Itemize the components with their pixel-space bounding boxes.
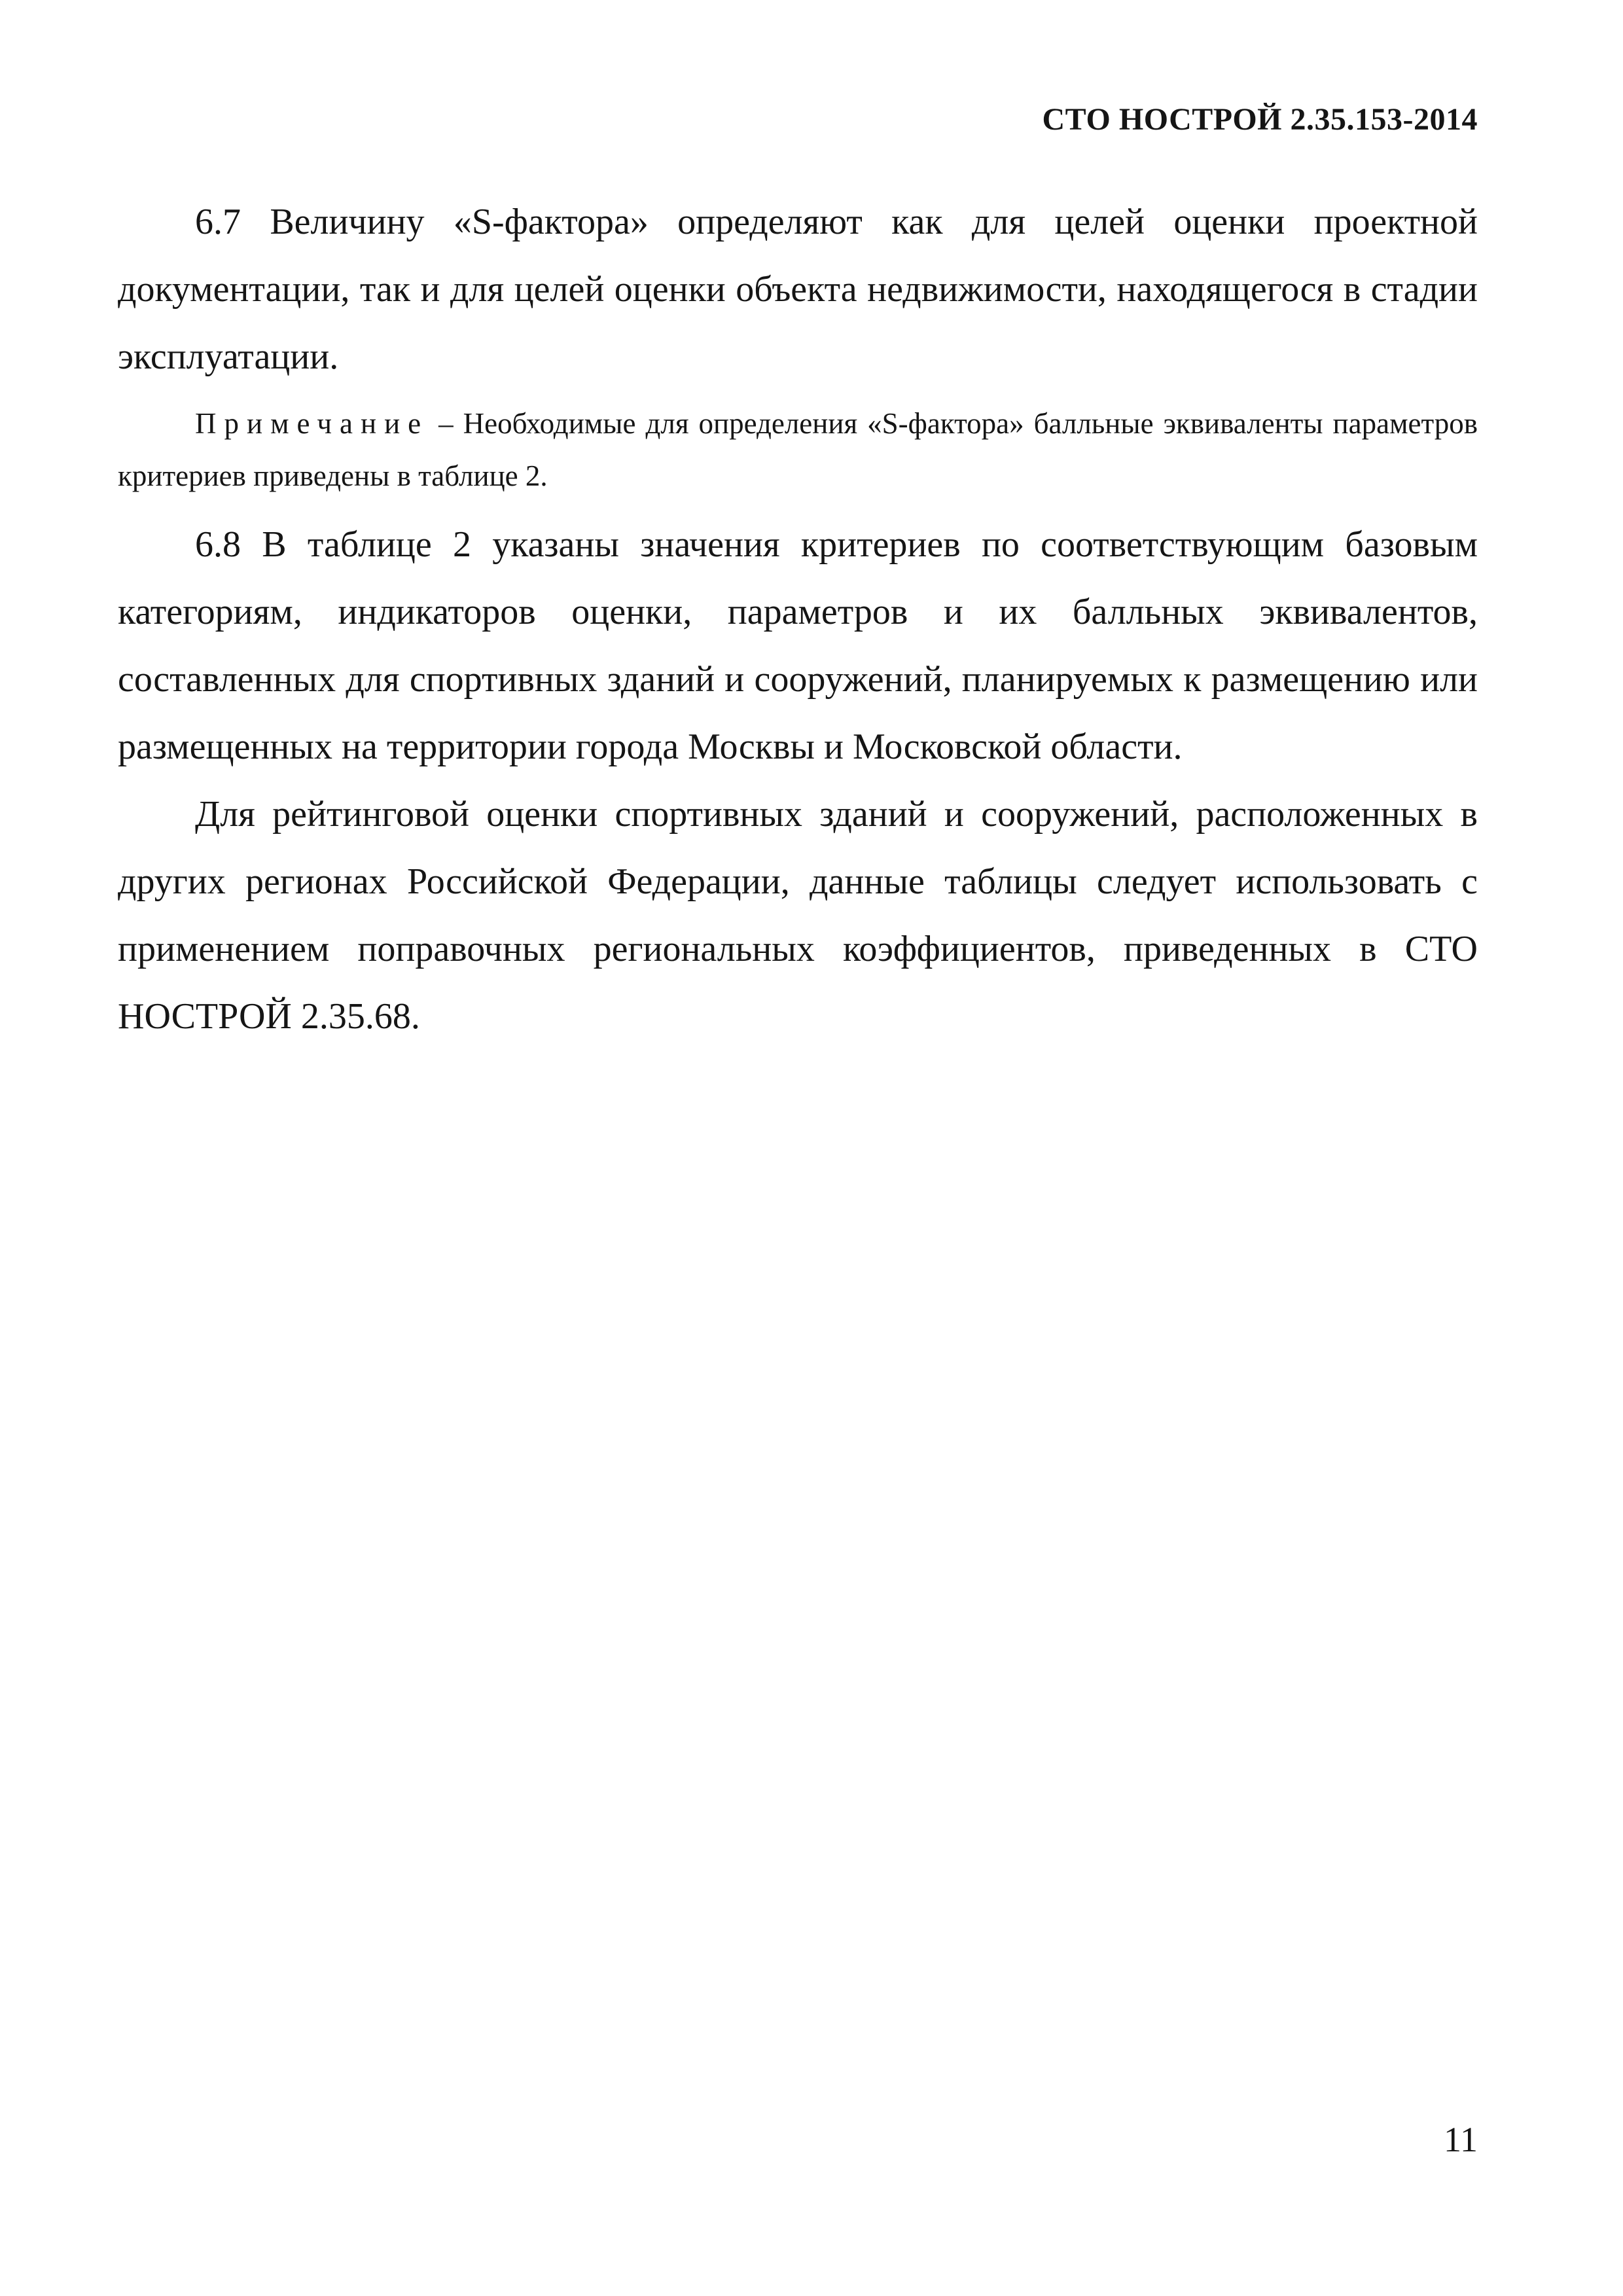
note-text: – Необходимые для определения «S-фактора» балльные эквиваленты параметров критериев приведены в таблице 2. bbox=[118, 407, 1478, 492]
document-body bbox=[118, 188, 1478, 1050]
note-label: Примечание bbox=[195, 407, 429, 440]
document-header-code: СТО НОСТРОЙ 2.35.153-2014 bbox=[1042, 102, 1478, 137]
note-paragraph bbox=[118, 397, 1478, 502]
paragraph-6-7: 6.7 Величину «S-фактора» определяют как для целей оценки проектной документации, так и для целей оценки объекта недвижимости, находящегося в стадии эксплуатации. bbox=[118, 202, 1478, 377]
page-number: 11 bbox=[1444, 2120, 1478, 2159]
paragraph-6-8: 6.8 В таблице 2 указаны значения критериев по соответствующим базовым категориям, индикаторов оценки, параметров и их балльных эквивалентов, составленных для спортивных зданий и сооружений, планируемых к размещению или размещенных на территории города Москвы и Московской области. bbox=[118, 524, 1478, 767]
paragraph-regions: Для рейтинговой оценки спортивных зданий и сооружений, расположенных в других регионах Российской Федерации, данные таблицы следует использовать с применением поправочных региональных коэффициентов, приведенных в СТО НОСТРОЙ 2.35.68. bbox=[118, 794, 1478, 1037]
